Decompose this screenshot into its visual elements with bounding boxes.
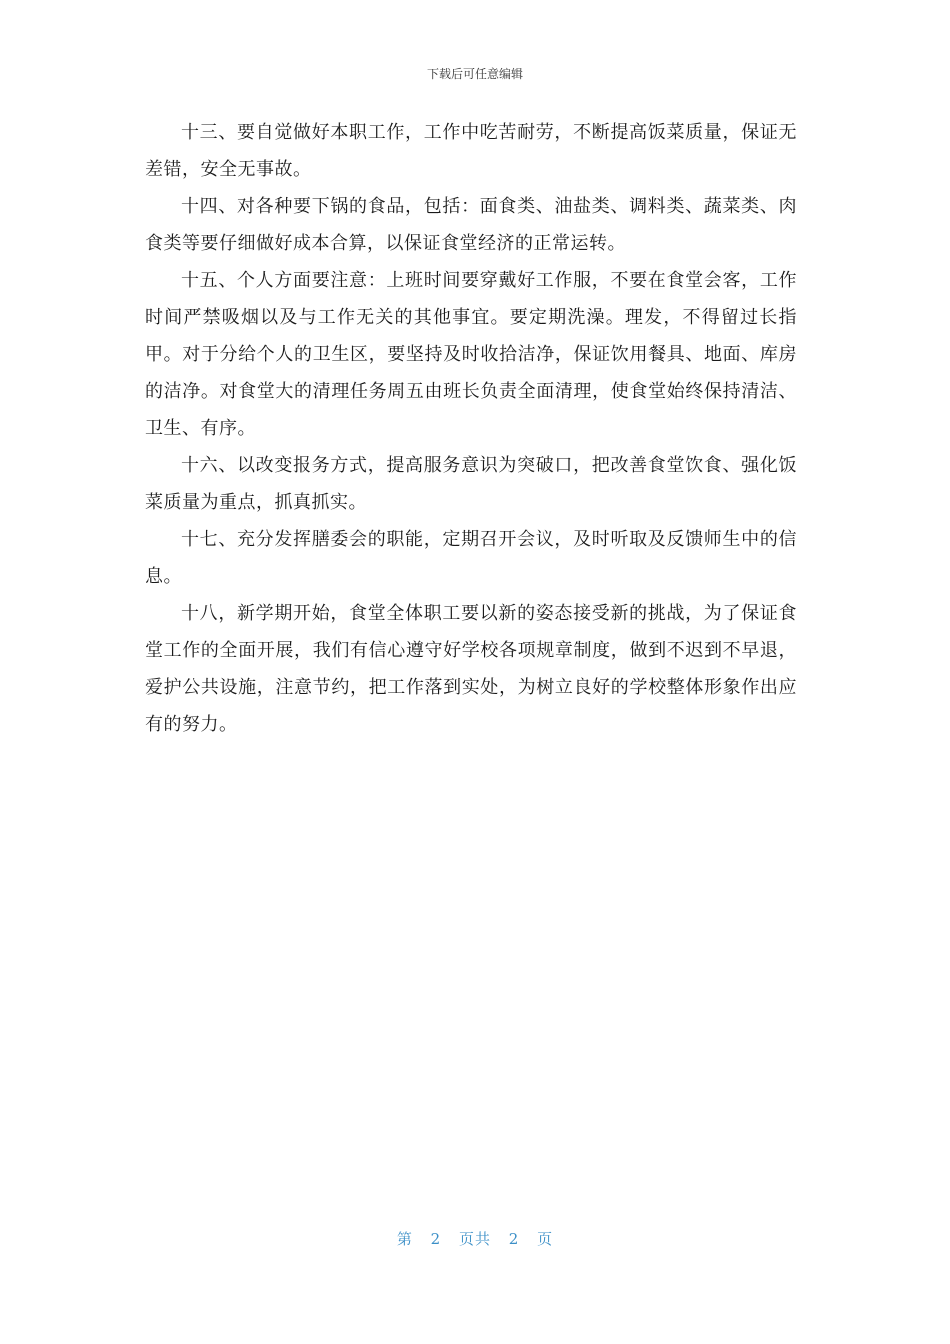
document-body <box>145 114 797 743</box>
page-prefix: 第 <box>396 1230 413 1248</box>
paragraph-14: 十四、对各种要下锅的食品，包括：面食类、油盐类、调料类、蔬菜类、肉食类等要仔细做好成本合算，以保证食堂经济的正常运转。 <box>145 196 797 254</box>
paragraph-13: 十三、要自觉做好本职工作，工作中吃苦耐劳，不断提高饭菜质量，保证无差错，安全无事故。 <box>145 122 797 180</box>
paragraph-16: 十六、以改变报务方式，提高服务意识为突破口，把改善食堂饮食、强化饭菜质量为重点，抓真抓实。 <box>145 455 797 513</box>
paragraph-17: 十七、充分发挥膳委会的职能，定期召开会议，及时听取及反馈师生中的信息。 <box>145 529 797 587</box>
paragraph-18: 十八，新学期开始，食堂全体职工要以新的姿态接受新的挑战，为了保证食堂工作的全面开展，我们有信心遵守好学校各项规章制度，做到不迟到不早退，爱护公共设施，注意节约，把工作落到实处，为树立良好的学校整体形象作出应有的努力。 <box>145 603 797 735</box>
page-suffix: 页 <box>537 1230 554 1248</box>
total-page-count: 2 <box>508 1230 520 1248</box>
page-header: 下载后可任意编辑 <box>426 67 523 81</box>
current-page-number: 2 <box>430 1230 442 1248</box>
page-number-footer <box>0 1229 950 1249</box>
paragraph-15: 十五、个人方面要注意：上班时间要穿戴好工作服，不要在食堂会客，工作时间严禁吸烟以及与工作无关的其他事宜。要定期洗澡。理发，不得留过长指甲。对于分给个人的卫生区，要坚持及时收拾洁净，保证饮用餐具、地面、库房的洁净。对食堂大的清理任务周五由班长负责全面清理，使食堂始终保持清洁、卫生、有序。 <box>145 270 797 439</box>
page-middle-text: 页共 <box>458 1230 491 1248</box>
